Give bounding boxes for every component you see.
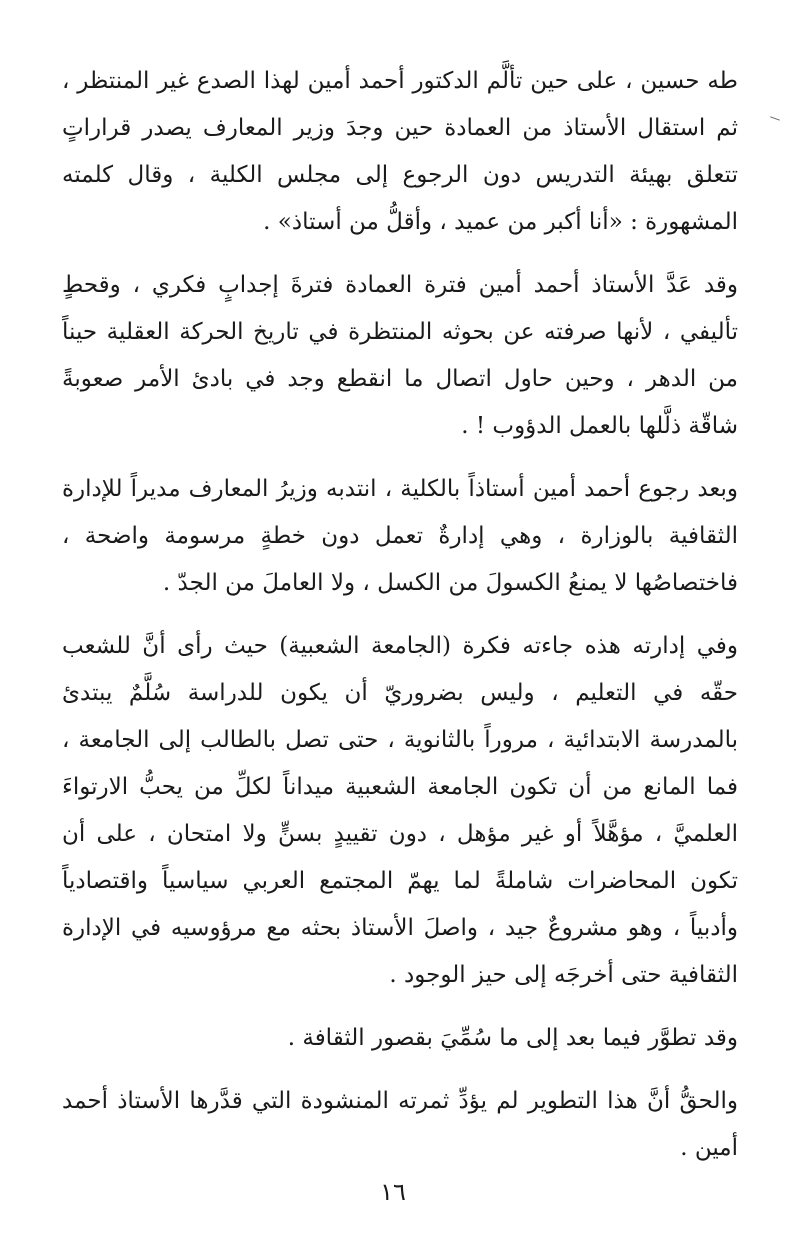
paragraph-5: وقد تطوَّر فيما بعد إلى ما سُمِّيَ بقصور الثقافة . [287,1025,738,1051]
page-number: ١٦ [380,1178,406,1206]
paragraph-3: وبعد رجوع أحمد أمين أستاذاً بالكلية ، انتدبه وزيرُ المعارف مديراً للإدارة الثقافية بالوزارة ، وهي إدارةٌ تعمل دون خطةٍ مرسومة واضحة ، فاختصاصُها لا يمنعُ الكسولَ من الكسل ، ولا العاملَ من الجدّ . [62,476,738,596]
paragraph-4: وفي إدارته هذه جاءته فكرة (الجامعة الشعبية) حيث رأى أنَّ للشعب حقّه في التعليم ، وليس بضروريّ أن يكون للدراسة سُلَّمٌ يبتدئ بالمدرسة الابتدائية ، مروراً بالثانوية ، حتى تصل بالطالب إلى الجامعة ، فما المانع من أن تكون الجامعة الشعبية ميداناً لكلِّ من يحبُّ الارتواءَ العلميَّ ، مؤهَّلاً أو غير مؤهل ، دون تقييدٍ بسنٍّ ولا امتحان ، على أن تكون المحاضرات شاملةً لما يهمّ المجتمع العربي سياسياً واقتصادياً وأدبياً ، وهو مشروعٌ جيد ، واصلَ الأستاذ بحثه مع مرؤوسيه في الإدارة الثقافية حتى أخرجَه إلى حيز الوجود . [62,633,738,988]
paragraph-2: وقد عَدَّ الأستاذ أحمد أمين فترة العمادة فترةَ إجدابٍ فكري ، وقحطٍ تأليفي ، لأنها صرفته عن بحوثه المنتظرة في تاريخ الحركة العقلية حيناً من الدهر ، وحين حاول اتصال ما انقطع وجد في بادئ الأمر صعوبةً شاقّة ذلَّلها بالعمل الدؤوب ! . [62,272,738,439]
paragraph-6: والحقُّ أنَّ هذا التطوير لم يؤدِّ ثمرته المنشودة التي قدَّرها الأستاذ أحمد أمين . [62,1088,738,1161]
paragraph-1: طه حسين ، على حين تألَّم الدكتور أحمد أمين لهذا الصدع غير المنتظر ، ثم استقال الأستاذ من العمادة حين وجدَ وزير المعارف يصدر قراراتٍ تتعلق بهيئة التدريس دون الرجوع إلى مجلس الكلية ، وقال كلمته المشهورة : «أنا أكبر من عميد ، وأقلُّ من أستاذ» . [62,68,738,235]
page-edge-mark [770,116,780,120]
body-text [62,58,738,1188]
